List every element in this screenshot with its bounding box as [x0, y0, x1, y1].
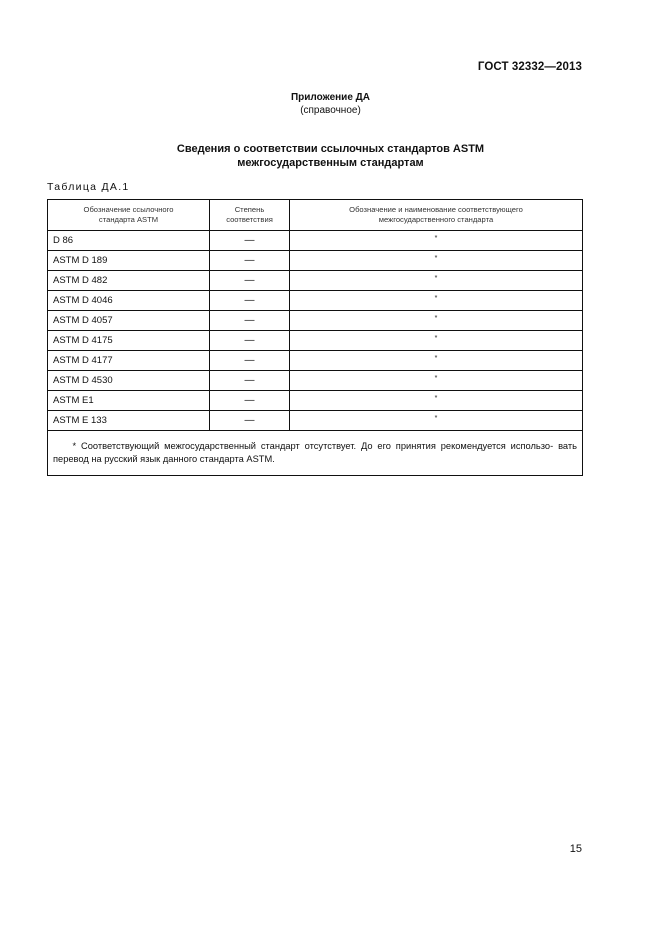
table-row — [48, 411, 583, 431]
appendix-header — [0, 91, 661, 117]
table-label: Таблица ДА.1 — [47, 181, 130, 193]
cell-degree: — — [210, 331, 290, 351]
table-row — [48, 251, 583, 271]
cell-degree: — — [210, 391, 290, 411]
column-header-standard-line-2: стандарта ASTM — [98, 215, 159, 224]
cell-standard: D 86 — [48, 231, 210, 251]
column-header-degree-line-1: Степень — [234, 205, 265, 214]
table-footnote — [48, 431, 583, 476]
cell-standard: ASTM D 482 — [48, 271, 210, 291]
footnote-line-2: вать перевод на русский язык данного стандарта ASTM. — [53, 440, 577, 464]
cell-equivalent — [290, 351, 583, 371]
cell-equivalent — [290, 231, 583, 251]
cell-degree: — — [210, 311, 290, 331]
cell-equivalent — [290, 291, 583, 311]
cell-standard: ASTM E1 — [48, 391, 210, 411]
appendix-subtitle: (справочное) — [300, 105, 361, 116]
footnote-marker: * — [434, 375, 438, 382]
table-row — [48, 291, 583, 311]
cell-degree: — — [210, 291, 290, 311]
page-number: 15 — [569, 843, 582, 855]
cell-equivalent — [290, 411, 583, 431]
cell-degree: — — [210, 371, 290, 391]
footnote-marker: * — [434, 235, 438, 242]
table-row — [48, 231, 583, 251]
cell-equivalent — [290, 371, 583, 391]
appendix-title: Приложение ДА — [290, 92, 371, 103]
correspondence-table — [47, 199, 583, 476]
table-row — [48, 331, 583, 351]
cell-equivalent — [290, 251, 583, 271]
document-code: ГОСТ 32332—2013 — [477, 61, 582, 73]
footnote-line-1: * Соответствующий межгосударственный стандарт отсутствует. До его принятия рекомендуется использо- — [72, 440, 554, 451]
table-row — [48, 271, 583, 291]
cell-equivalent — [290, 311, 583, 331]
cell-degree: — — [210, 411, 290, 431]
section-heading-line-1: Сведения о соответствии ссылочных стандартов ASTM — [176, 143, 485, 155]
footnote-marker: * — [434, 355, 438, 362]
table-footnote-row — [48, 431, 583, 476]
column-header-equivalent-line-2: межгосударственного стандарта — [378, 215, 494, 224]
cell-equivalent — [290, 331, 583, 351]
cell-standard: ASTM D 4177 — [48, 351, 210, 371]
footnote-marker: * — [434, 275, 438, 282]
cell-degree: — — [210, 231, 290, 251]
footnote-marker: * — [434, 415, 438, 422]
cell-degree: — — [210, 351, 290, 371]
column-header-standard — [48, 200, 210, 231]
cell-degree: — — [210, 271, 290, 291]
footnote-marker: * — [434, 395, 438, 402]
footnote-marker: * — [434, 255, 438, 262]
cell-standard: ASTM D 4057 — [48, 311, 210, 331]
cell-standard: ASTM D 4175 — [48, 331, 210, 351]
cell-equivalent — [290, 271, 583, 291]
footnote-marker: * — [434, 315, 438, 322]
cell-standard: ASTM D 189 — [48, 251, 210, 271]
table-row — [48, 351, 583, 371]
table-row — [48, 391, 583, 411]
cell-degree: — — [210, 251, 290, 271]
column-header-degree — [210, 200, 290, 231]
cell-standard: ASTM D 4530 — [48, 371, 210, 391]
cell-standard: ASTM E 133 — [48, 411, 210, 431]
footnote-marker: * — [434, 335, 438, 342]
table-row — [48, 311, 583, 331]
cell-equivalent — [290, 391, 583, 411]
section-heading — [0, 142, 661, 170]
table-header-row — [48, 200, 583, 231]
column-header-degree-line-2: соответствия — [226, 215, 273, 224]
table-row — [48, 371, 583, 391]
column-header-equivalent — [290, 200, 583, 231]
cell-standard: ASTM D 4046 — [48, 291, 210, 311]
column-header-standard-line-1: Обозначение ссылочного — [83, 205, 174, 214]
section-heading-line-2: межгосударственным стандартам — [237, 157, 424, 169]
column-header-equivalent-line-1: Обозначение и наименование соответствующего — [349, 205, 523, 214]
footnote-marker: * — [434, 295, 438, 302]
